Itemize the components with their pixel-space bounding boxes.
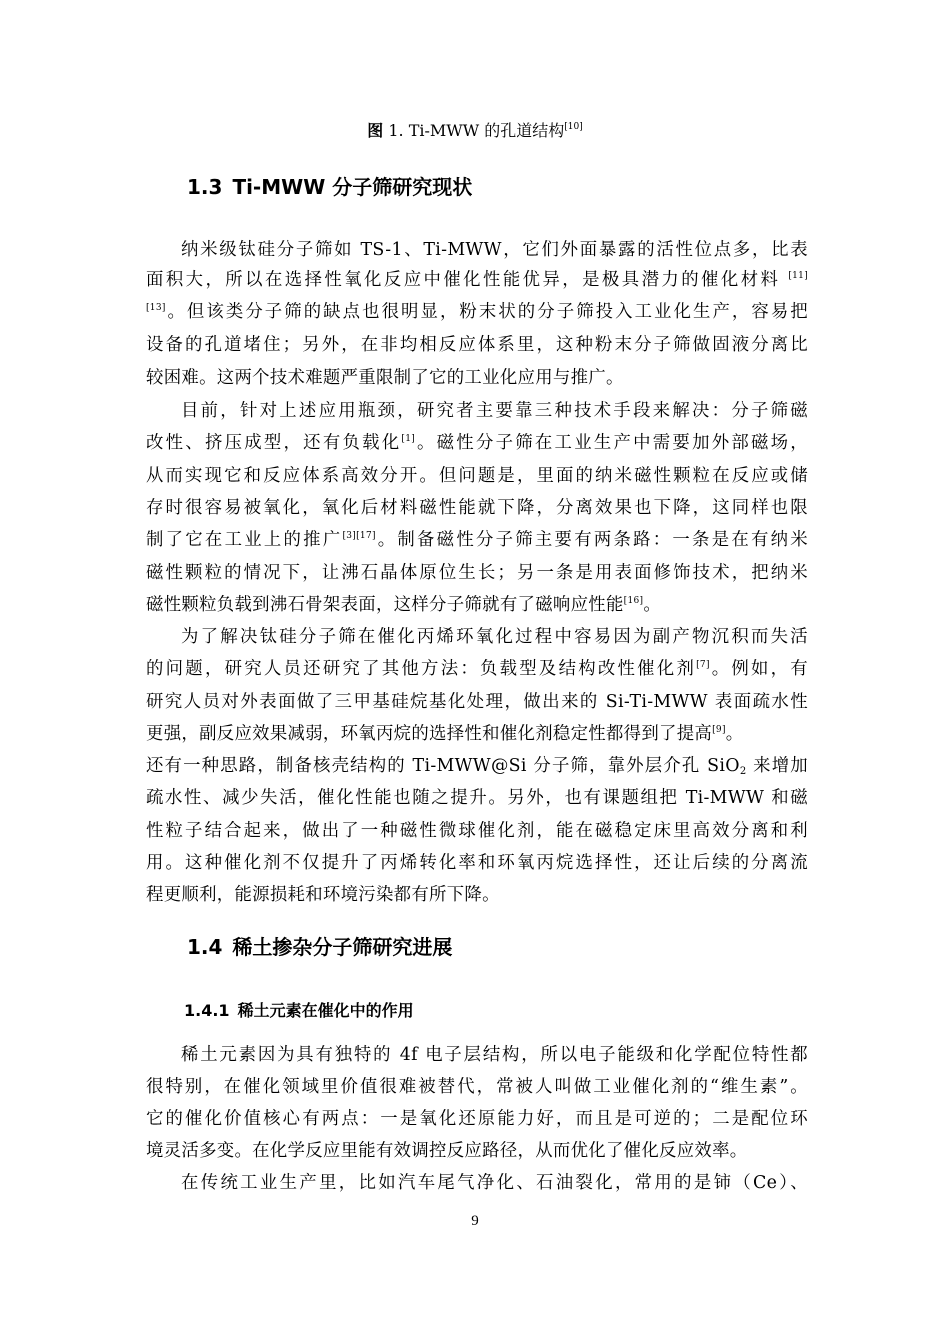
paragraph-line: 用。这种催化剂不仅提升了丙烯转化率和环氧丙烷选择性，还让后续的分离流 bbox=[146, 853, 808, 873]
paragraph-line: 存时很容易被氧化，氧化后材料磁性能就下降，分离效果也下降，这同样也限 bbox=[146, 498, 808, 518]
paragraph-line: 较困难。这两个技术难题严重限制了它的工业化应用与推广。 bbox=[146, 368, 624, 388]
citation: [16] bbox=[623, 596, 644, 606]
paragraph-line: 境灵活多变。在化学反应里能有效调控反应路径，从而优化了催化反应效率。 bbox=[146, 1141, 748, 1161]
paragraph-line bbox=[146, 431, 808, 455]
paragraph-line: 性粒子结合起来，做出了一种磁性微球催化剂，能在磁稳定床里高效分离和利 bbox=[146, 821, 808, 841]
figure-caption-text: 1. Ti-MWW 的孔道结构 bbox=[383, 121, 565, 140]
line-text: 改性、挤压成型，还有负载化 bbox=[146, 433, 402, 453]
paragraph-line: 在传统工业生产里，比如汽车尾气净化、石油裂化，常用的是铈（Ce）、 bbox=[181, 1173, 808, 1193]
figure-caption bbox=[0, 121, 950, 141]
line-text: 的问题，研究人员还研究了其他方法：负载型及结构改性催化剂 bbox=[146, 659, 697, 679]
citation: [3][17] bbox=[342, 531, 376, 541]
line-text: 。制备磁性分子筛主要有两条路：一条是在有纳米 bbox=[375, 530, 808, 550]
line-text: 磁性颗粒负载到沸石骨架表面，这样分子筛就有了磁响应性能 bbox=[146, 595, 624, 615]
paragraph-line: 磁性颗粒的情况下，让沸石晶体原位生长；另一条是用表面修饰技术，把纳米 bbox=[146, 563, 808, 583]
paragraph-line bbox=[146, 528, 808, 552]
line-text: 更强，副反应效果减弱，环氧丙烷的选择性和催化剂稳定性都得到了提高 bbox=[146, 724, 713, 744]
line-text: 制了它在工业上的推广 bbox=[146, 530, 343, 550]
section-title: 稀土元素在催化中的作用 bbox=[237, 1001, 414, 1020]
line-text: 来增加 bbox=[746, 756, 808, 776]
paragraph-line: 研究人员对外表面做了三甲基硅烷基化处理，做出来的 Si-Ti-MWW 表面疏水性 bbox=[146, 692, 808, 712]
paragraph-line bbox=[146, 754, 808, 778]
page-number: 9 bbox=[471, 1213, 479, 1229]
citation: [9] bbox=[712, 725, 726, 735]
paragraph-line: 它的催化价值核心有两点：一是氧化还原能力好，而且是可逆的；二是配位环 bbox=[146, 1109, 808, 1129]
citation: [1] bbox=[401, 434, 416, 444]
subsection-heading-1-4-1 bbox=[184, 1000, 414, 1022]
section-number: 1.4.1 bbox=[184, 1001, 230, 1020]
section-number: 1.4 bbox=[187, 935, 223, 959]
paragraph-line: 稀土元素因为具有独特的 4f 电子层结构，所以电子能级和化学配位特性都 bbox=[181, 1045, 808, 1065]
section-title: 稀土掺杂分子筛研究进展 bbox=[232, 935, 453, 959]
line-text: 。磁性分子筛在工业生产中需要加外部磁场， bbox=[415, 433, 808, 453]
paragraph-line: 目前，针对上述应用瓶颈，研究者主要靠三种技术手段来解决：分子筛磁 bbox=[181, 401, 808, 421]
paragraph-line: 纳米级钛硅分子筛如 TS-1、Ti-MWW，它们外面暴露的活性位点多，比表 bbox=[181, 240, 808, 260]
line-text: 。 bbox=[643, 595, 662, 615]
paragraph-line: 程更顺利，能源损耗和环境污染都有所下降。 bbox=[146, 885, 500, 905]
paragraph-line: 从而实现它和反应体系高效分开。但问题是，里面的纳米磁性颗粒在反应或储 bbox=[146, 466, 808, 486]
line-text: 。 bbox=[725, 724, 744, 744]
paragraph-line: 设备的孔道堵住；另外，在非均相反应体系里，这种粉末分子筛做固液分离比 bbox=[146, 335, 808, 355]
figure-label: 图 bbox=[367, 121, 384, 140]
paragraph-line: 很特别，在催化领域里价值很难被替代，常被人叫做工业催化剂的“维生素”。 bbox=[146, 1077, 808, 1097]
line-text: 还有一种思路，制备核壳结构的 Ti-MWW@Si 分子筛，靠外层介孔 SiO bbox=[146, 756, 740, 776]
section-heading-1-3 bbox=[187, 174, 472, 200]
paragraph-line bbox=[146, 300, 808, 324]
line-text: 面积大，所以在选择性氧化反应中催化性能优异，是极具潜力的催化材料 bbox=[146, 270, 781, 290]
section-number: 1.3 bbox=[187, 175, 223, 199]
citation: [11] bbox=[788, 271, 809, 281]
paragraph-line bbox=[146, 593, 808, 617]
line-text: 。例如，有 bbox=[709, 659, 808, 679]
paragraph-line bbox=[146, 657, 808, 681]
section-title: Ti-MWW 分子筛研究现状 bbox=[232, 175, 473, 199]
citation: [10] bbox=[564, 122, 583, 132]
section-heading-1-4 bbox=[187, 934, 452, 960]
citation: [7] bbox=[696, 660, 710, 670]
paragraph-line: 疏水性、减少失活，催化性能也随之提升。另外，也有课题组把 Ti-MWW 和磁 bbox=[146, 788, 808, 808]
paragraph-line bbox=[146, 722, 808, 746]
paragraph-line bbox=[146, 268, 808, 292]
citation: [13] bbox=[146, 303, 166, 313]
line-text: 。但该类分子筛的缺点也很明显，粉末状的分子筛投入工业化生产，容易把 bbox=[165, 302, 808, 322]
paragraph-line: 为了解决钛硅分子筛在催化丙烯环氧化过程中容易因为副产物沉积而失活 bbox=[181, 627, 808, 647]
subscript: 2 bbox=[739, 766, 747, 777]
